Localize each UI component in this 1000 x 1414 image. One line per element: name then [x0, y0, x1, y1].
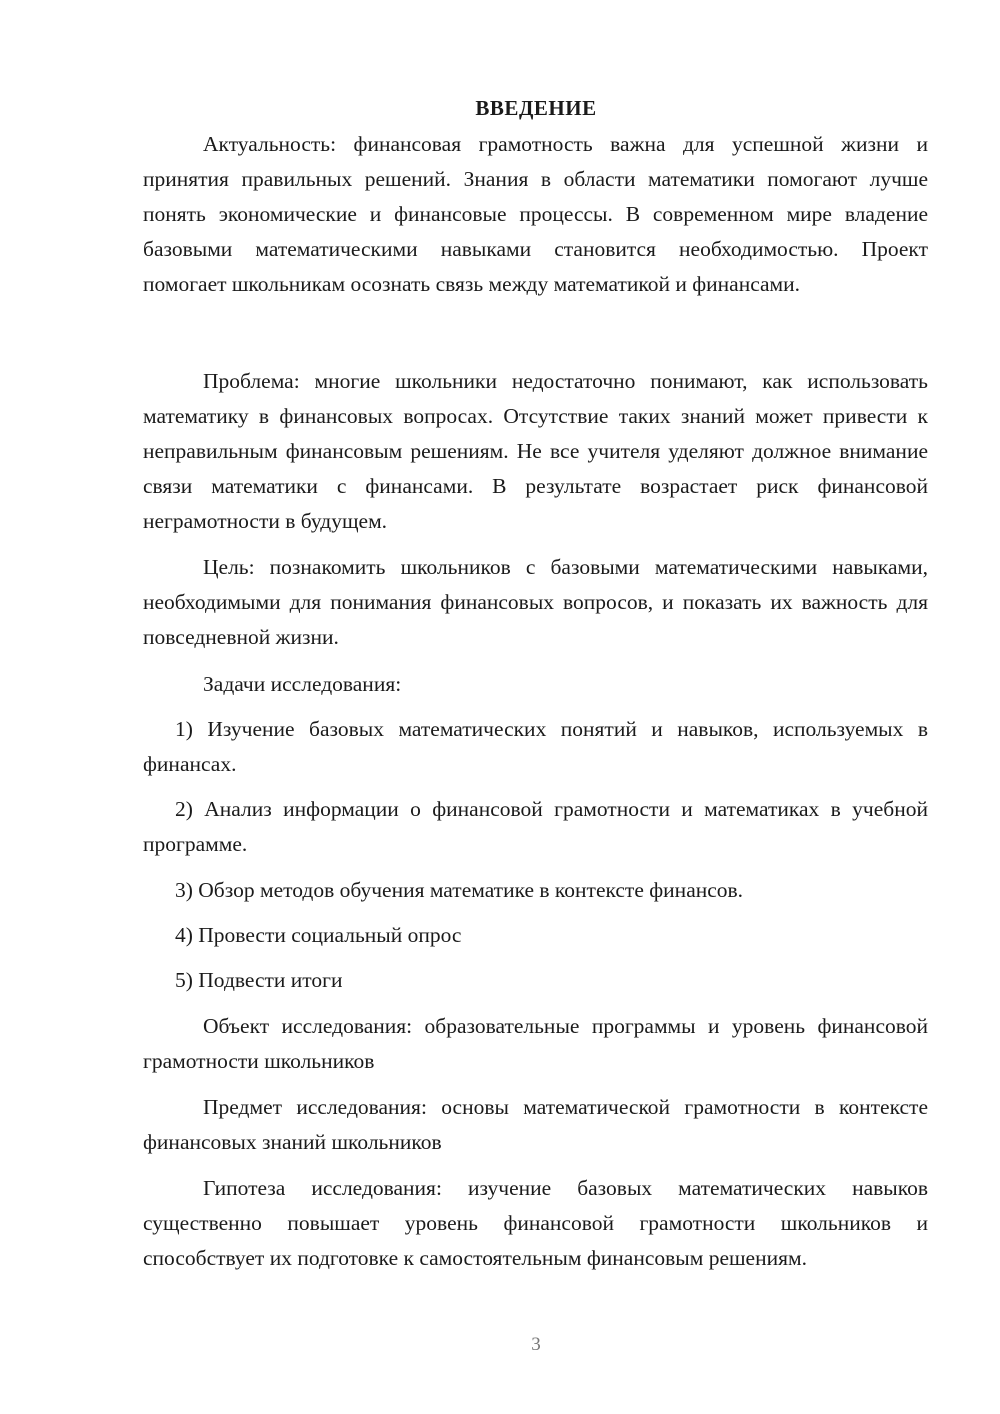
- tasks-heading: Задачи исследования:: [203, 672, 402, 696]
- task-item-2: 2) Анализ информации о финансовой грамотности и математиках в учебной программе.: [143, 797, 928, 856]
- paragraph-object: Объект исследования: образовательные программы и уровень финансовой грамотности школьников: [143, 1014, 928, 1073]
- paragraph-relevance: Актуальность: финансовая грамотность важна для успешной жизни и принятия правильных решений. Знания в области математики помогают лучше понять экономические и финансовые процессы. В современном мире владение базовыми математическими навыками становится необходимостью. Проект помогает школьникам осознать связь между математикой и финансами.: [143, 132, 928, 296]
- paragraph-subject: Предмет исследования: основы математической грамотности в контексте финансовых знаний школьников: [143, 1095, 928, 1154]
- page-number: 3: [531, 1334, 541, 1355]
- page-title: ВВЕДЕНИЕ: [475, 96, 597, 120]
- paragraph-hypothesis: Гипотеза исследования: изучение базовых математических навыков существенно повышает уровень финансовой грамотности школьников и способствует их подготовке к самостоятельным финансовым решениям.: [143, 1176, 928, 1270]
- task-item-4: 4) Провести социальный опрос: [175, 923, 462, 947]
- paragraph-problem: Проблема: многие школьники недостаточно понимают, как использовать математику в финансовых вопросах. Отсутствие таких знаний может привести к неправильным финансовым решениям. Не все учителя уделяют должное внимание связи математики с финансами. В результате возрастает риск финансовой неграмотности в будущем.: [143, 369, 928, 533]
- task-item-5: 5) Подвести итоги: [175, 968, 343, 992]
- paragraph-goal: Цель: познакомить школьников с базовыми математическими навыками, необходимыми для понимания финансовых вопросов, и показать их важность для повседневной жизни.: [143, 555, 928, 649]
- task-item-1: 1) Изучение базовых математических понятий и навыков, используемых в финансах.: [143, 717, 928, 776]
- task-item-3: 3) Обзор методов обучения математике в контексте финансов.: [175, 878, 744, 902]
